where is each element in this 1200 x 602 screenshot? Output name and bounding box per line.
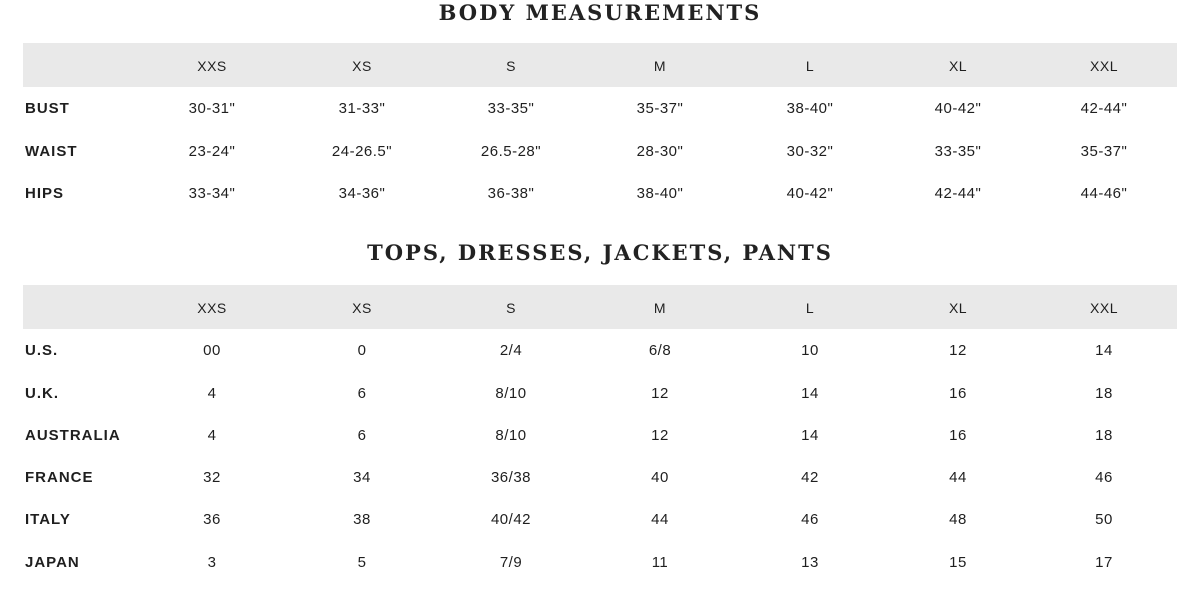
size-table-cell: 14 <box>1095 342 1113 359</box>
size-table-cell: 36/38 <box>490 469 532 486</box>
size-table-cell: 36 <box>203 511 221 528</box>
size-table-cell: 8/10 <box>495 427 527 444</box>
size-table-cell: 00 <box>203 342 221 359</box>
body-table-cell: 38-40" <box>636 185 684 202</box>
size-table-cell: 16 <box>949 385 967 402</box>
body-measurements-title: BODY MEASUREMENTS <box>438 0 762 25</box>
body-column-header: M <box>653 58 667 74</box>
body-column-header: S <box>506 58 516 74</box>
size-column-header: S <box>506 300 516 316</box>
size-table-cell: 2/4 <box>499 342 523 359</box>
size-table-cell: 46 <box>801 511 819 528</box>
body-table-cell: 23-24" <box>188 143 236 160</box>
body-column-header: XXL <box>1090 58 1118 74</box>
size-table-cell: 3 <box>207 554 217 571</box>
size-table-cell: 34 <box>353 469 371 486</box>
size-column-header: M <box>653 300 667 316</box>
size-table-cell: 16 <box>949 427 967 444</box>
body-table-cell: 30-32" <box>786 143 834 160</box>
size-table-cell: 11 <box>651 554 669 571</box>
body-table-cell: 44-46" <box>1080 185 1128 202</box>
size-table-cell: 50 <box>1095 511 1113 528</box>
size-table-cell: 12 <box>651 427 669 444</box>
size-table-cell: 4 <box>207 385 217 402</box>
body-table-cell: 33-34" <box>188 185 236 202</box>
body-table-cell: 28-30" <box>636 143 684 160</box>
body-table-cell: 24-26.5" <box>331 143 393 160</box>
body-table-cell: 26.5-28" <box>480 143 542 160</box>
size-table-cell: 46 <box>1095 469 1113 486</box>
size-table-cell: 42 <box>801 469 819 486</box>
size-table-cell: 6 <box>357 427 367 444</box>
size-table-cell: 40 <box>651 469 669 486</box>
size-conversion-title: TOPS, DRESSES, JACKETS, PANTS <box>367 240 833 265</box>
body-row-label: HIPS <box>25 185 65 202</box>
body-row-label: BUST <box>25 100 70 117</box>
size-table-cell: 5 <box>357 554 367 571</box>
size-column-header: XXS <box>197 300 227 316</box>
size-table-cell: 12 <box>949 342 967 359</box>
size-column-header: XXL <box>1090 300 1118 316</box>
size-table-cell: 8/10 <box>495 385 527 402</box>
size-table-cell: 38 <box>353 511 371 528</box>
body-column-header: XS <box>352 58 372 74</box>
size-table-cell: 4 <box>207 427 217 444</box>
size-column-header: XS <box>352 300 372 316</box>
body-column-header: XL <box>948 58 968 74</box>
size-table-cell: 6/8 <box>648 342 672 359</box>
body-row-label: WAIST <box>25 143 78 160</box>
size-table-cell: 32 <box>203 469 221 486</box>
size-row-label: U.S. <box>25 342 59 359</box>
size-table-cell: 15 <box>949 554 967 571</box>
size-table-cell: 14 <box>801 427 819 444</box>
body-table-cell: 31-33" <box>338 100 386 117</box>
size-row-label: FRANCE <box>25 469 94 486</box>
body-table-cell: 33-35" <box>487 100 535 117</box>
size-row-label: JAPAN <box>25 554 80 571</box>
size-table-cell: 18 <box>1095 385 1113 402</box>
size-table-cell: 7/9 <box>499 554 523 571</box>
size-table-cell: 48 <box>949 511 967 528</box>
size-table-cell: 40/42 <box>490 511 532 528</box>
size-table-cell: 18 <box>1095 427 1113 444</box>
size-table-cell: 10 <box>801 342 819 359</box>
size-table-cell: 0 <box>357 342 367 359</box>
size-table-cell: 44 <box>651 511 669 528</box>
body-table-cell: 40-42" <box>934 100 982 117</box>
body-table-cell: 30-31" <box>188 100 236 117</box>
body-table-cell: 35-37" <box>1080 143 1128 160</box>
size-table-cell: 13 <box>801 554 819 571</box>
body-table-cell: 38-40" <box>786 100 834 117</box>
size-table-cell: 6 <box>357 385 367 402</box>
body-table-cell: 35-37" <box>636 100 684 117</box>
size-column-header: XL <box>948 300 968 316</box>
size-column-header: L <box>805 300 815 316</box>
body-table-cell: 42-44" <box>934 185 982 202</box>
body-table-cell: 40-42" <box>786 185 834 202</box>
body-column-header: XXS <box>197 58 227 74</box>
body-table-cell: 36-38" <box>487 185 535 202</box>
body-table-cell: 33-35" <box>934 143 982 160</box>
body-table-cell: 34-36" <box>338 185 386 202</box>
size-row-label: U.K. <box>25 385 59 402</box>
size-table-cell: 17 <box>1095 554 1113 571</box>
body-table-cell: 42-44" <box>1080 100 1128 117</box>
size-table-cell: 44 <box>949 469 967 486</box>
size-row-label: ITALY <box>25 511 71 528</box>
size-table-cell: 12 <box>651 385 669 402</box>
size-table-cell: 14 <box>801 385 819 402</box>
body-column-header: L <box>805 58 815 74</box>
size-row-label: AUSTRALIA <box>25 427 121 444</box>
